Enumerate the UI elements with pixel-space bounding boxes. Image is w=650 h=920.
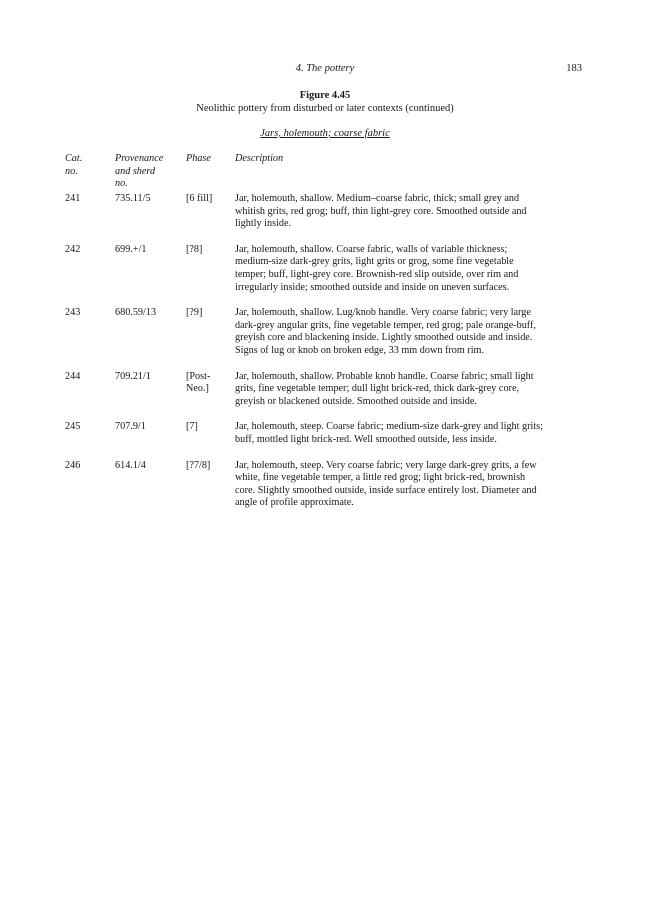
provenance-cell: 614.1/4 bbox=[115, 459, 146, 471]
figure-label: Figure 4.45 bbox=[299, 90, 351, 101]
description-line: Jar, holemouth, steep. Coarse fabric; medium-size dark-grey and light grits; bbox=[235, 421, 543, 433]
phase-line: [6 fill] bbox=[186, 193, 213, 204]
description-line: Jar, holemouth, shallow. Lug/knob handle. Very coarse fabric; very large bbox=[235, 307, 531, 319]
description-line: medium-size dark-grey grits, light grits or grog, some fine vegetable bbox=[235, 256, 514, 268]
cat-no-cell: 246 bbox=[65, 459, 81, 471]
header-phase: Phase bbox=[186, 153, 211, 164]
description-cell bbox=[235, 460, 587, 510]
phase-cell bbox=[186, 244, 232, 257]
description-cell bbox=[235, 244, 587, 294]
table-row bbox=[65, 460, 587, 510]
phase-cell bbox=[186, 307, 232, 320]
phase-line: [7] bbox=[186, 421, 198, 433]
header-provenance bbox=[115, 153, 181, 191]
catalogue-table bbox=[65, 153, 587, 523]
header-cat-line: Cat. bbox=[65, 153, 83, 164]
figure-caption: Neolithic pottery from disturbed or later contexts (continued) bbox=[196, 103, 454, 114]
provenance-cell: 709.21/1 bbox=[115, 370, 151, 382]
description-line: white, fine vegetable temper, a little red grog; light brick-red, brownish bbox=[235, 472, 526, 484]
cat-no-cell: 242 bbox=[65, 243, 81, 255]
description-cell bbox=[235, 421, 587, 446]
phase-cell bbox=[186, 421, 232, 434]
description-line: irregularly inside; smoothed outside and inside on uneven surfaces. bbox=[235, 281, 510, 293]
description-line: angle of profile approximate. bbox=[235, 497, 354, 509]
table-subheading: Jars, holemouth; coarse fabric bbox=[260, 128, 390, 139]
phase-cell bbox=[186, 371, 232, 396]
table-header-row bbox=[65, 153, 587, 193]
description-line: temper; buff, light-grey core. Brownish-red slip outside, over rim and bbox=[235, 268, 519, 280]
description-line: Jar, holemouth, shallow. Coarse fabric, walls of variable thickness; bbox=[235, 243, 508, 255]
description-cell bbox=[235, 193, 587, 231]
header-cat-line: no. bbox=[65, 165, 78, 177]
header-description: Description bbox=[235, 153, 284, 164]
header-cat-no bbox=[65, 153, 110, 178]
provenance-cell: 707.9/1 bbox=[115, 421, 146, 433]
description-line: buff, mottled light brick-red. Well smoothed outside, less inside. bbox=[235, 433, 497, 445]
description-line: Signs of lug or knob on broken edge, 33 mm down from rim. bbox=[235, 344, 485, 356]
cat-no-cell: 245 bbox=[65, 421, 81, 433]
phase-line: [Post- bbox=[186, 370, 211, 382]
header-prov-line: and sherd bbox=[115, 165, 156, 177]
description-line: dark-grey angular grits, fine vegetable temper, red grog; pale orange-buff, bbox=[235, 319, 536, 331]
table-row bbox=[65, 244, 587, 294]
description-line: greyish core and blackening inside. Lightly smoothed outside and inside. bbox=[235, 332, 533, 344]
cat-no-cell: 241 bbox=[65, 193, 81, 204]
phase-cell bbox=[186, 193, 232, 206]
description-cell bbox=[235, 307, 587, 357]
provenance-cell: 699.+/1 bbox=[115, 243, 147, 255]
phase-cell bbox=[186, 460, 232, 473]
header-prov-line: no. bbox=[115, 178, 128, 190]
running-head bbox=[0, 63, 650, 77]
provenance-cell: 680.59/13 bbox=[115, 307, 157, 319]
description-cell bbox=[235, 371, 587, 409]
table-row bbox=[65, 193, 587, 231]
description-line: Jar, holemouth, shallow. Probable knob handle. Coarse fabric; small light bbox=[235, 370, 534, 382]
table-row bbox=[65, 371, 587, 409]
provenance-cell: 735.11/5 bbox=[115, 193, 151, 204]
description-line: grits, fine vegetable temper; dull light brick-red, thick dark-grey core, bbox=[235, 383, 520, 395]
phase-line: [?9] bbox=[186, 307, 203, 319]
table-body bbox=[65, 193, 587, 510]
table-row bbox=[65, 307, 587, 357]
description-line: greyish or blackened outside. Smoothed outside and inside. bbox=[235, 395, 477, 407]
description-line: Jar, holemouth, steep. Very coarse fabric; very large dark-grey grits, a few bbox=[235, 459, 537, 471]
page-number: 183 bbox=[566, 63, 582, 74]
phase-line: [?8] bbox=[186, 243, 203, 255]
table-row bbox=[65, 421, 587, 446]
cat-no-cell: 243 bbox=[65, 307, 81, 319]
phase-line: Neo.] bbox=[186, 383, 209, 395]
description-line: whitish grits, red grog; buff, thin light-grey core. Smoothed outside and bbox=[235, 205, 527, 217]
description-line: lightly inside. bbox=[235, 218, 292, 230]
section-title: 4. The pottery bbox=[295, 63, 355, 74]
phase-line: [?7/8] bbox=[186, 459, 211, 471]
header-prov-line: Provenance bbox=[115, 153, 164, 164]
cat-no-cell: 244 bbox=[65, 370, 81, 382]
description-line: Jar, holemouth, shallow. Medium–coarse fabric, thick; small grey and bbox=[235, 193, 520, 204]
description-line: core. Slightly smoothed outside, inside surface entirely lost. Diameter and bbox=[235, 484, 537, 496]
